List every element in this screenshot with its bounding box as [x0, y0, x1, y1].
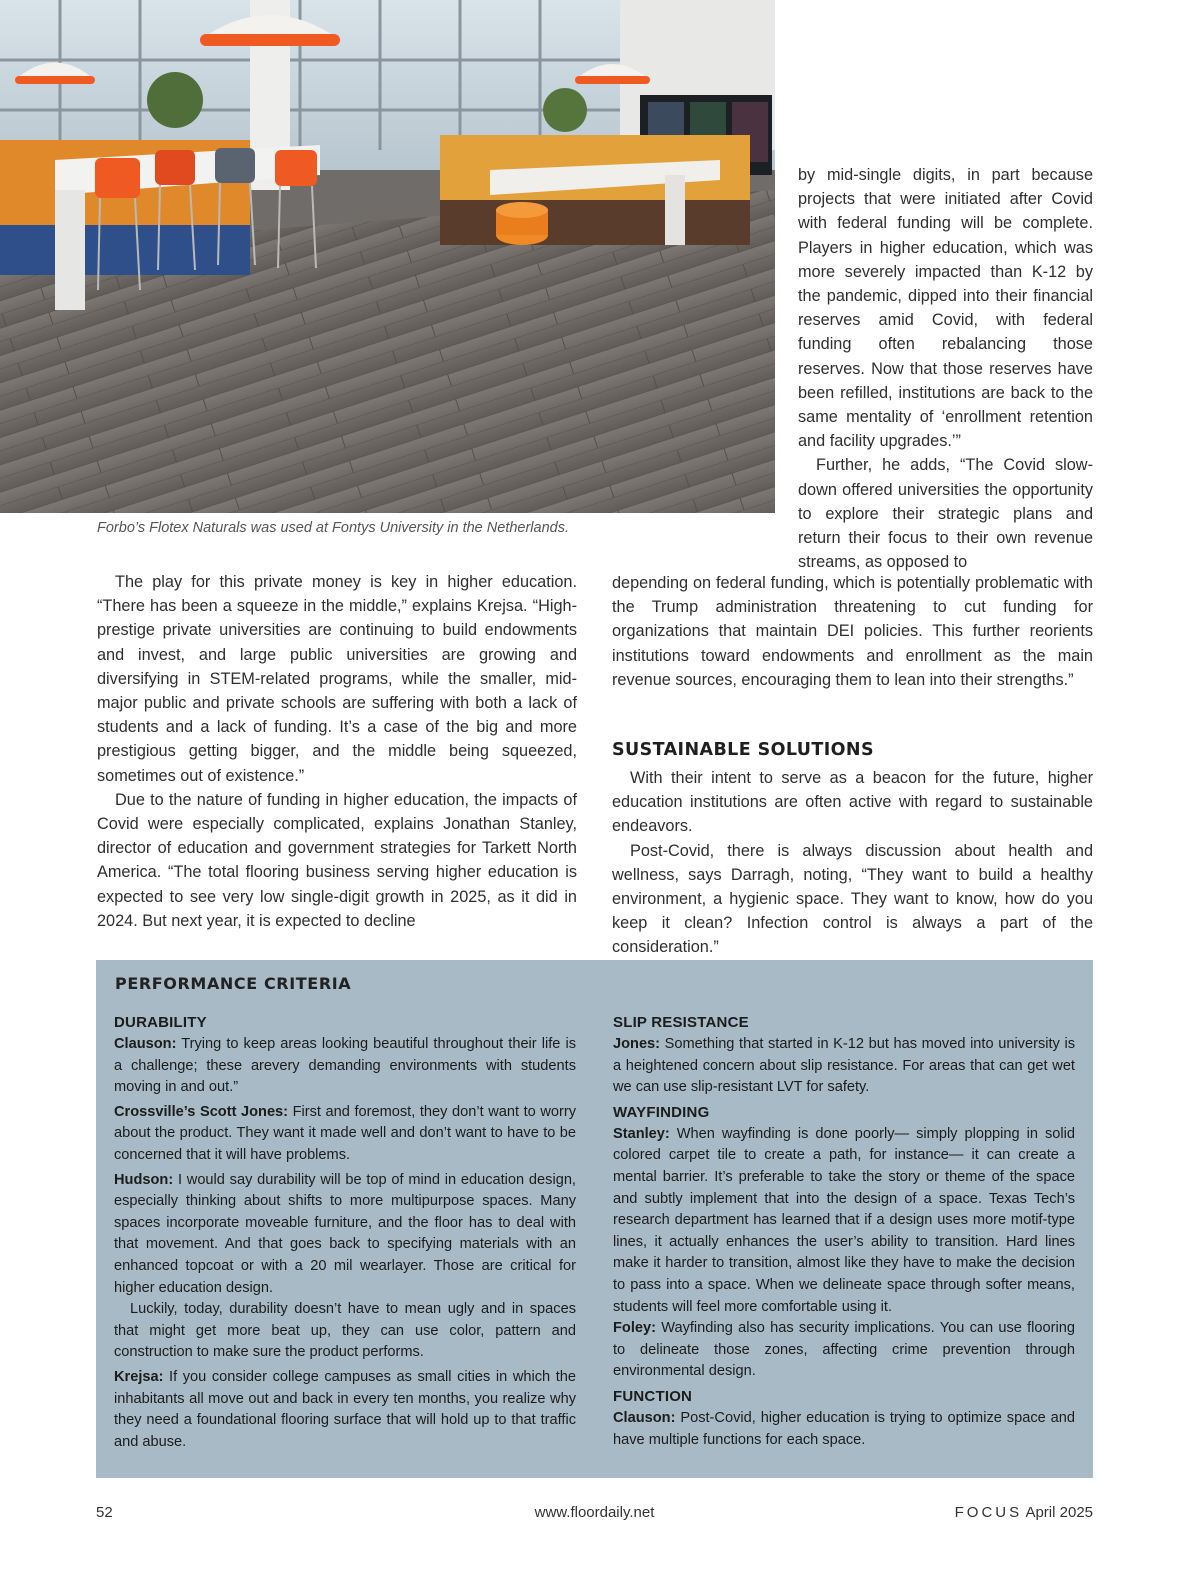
speaker: Foley:	[613, 1320, 656, 1337]
speaker: Krejsa:	[114, 1368, 164, 1385]
quote	[114, 1034, 576, 1099]
quote-text: Something that started in K-12 but has moved into university is a heightened concern about slip resistance. For areas that can get wet we can use slip-resistant LVT for safety.	[613, 1036, 1075, 1096]
page-number: 52	[96, 1504, 113, 1521]
speaker: Clauson:	[613, 1409, 676, 1426]
issue-date: April 2025	[1025, 1504, 1093, 1521]
sidebar-right-column	[613, 1012, 1075, 1454]
quote-text: Luckily, today, durability doesn’t have to mean ugly and in spaces that might get more beat up, they can use color, pattern and construction to make sure the product performs.	[114, 1301, 576, 1361]
photo-caption: Forbo’s Flotex Naturals was used at Fontys University in the Netherlands.	[97, 520, 569, 536]
paragraph: The play for this private money is key in higher education. “There has been a squeeze in the middle,” explains Krejsa. “High-prestige private universities are continuing to build endowments and invest, and large public universities are growing and diversifying in STEM-related programs, while the smaller, mid-major public and private schools are suffering with both a lack of students and a lack of funding. It’s a case of the big and more prestigious getting bigger, and the middle being squeezed, sometimes out of existence.”	[97, 573, 577, 785]
quote-text: When wayfinding is done poorly— simply plopping in solid colored carpet tile to create a path, for instance— it can create a mental barrier. It’s preferable to take the story or theme of the space and subtly implement that into the design of a space. Texas Tech’s research department has learned that if a design uses more motif-type lines, it actually enhances the user’s ability to transition. Hard lines make it harder to transition, almost like they have to make the decision to pass into a space. When we delineate space through softer means, students will feel more comfortable using it.	[613, 1125, 1075, 1315]
quote-continuation	[114, 1299, 576, 1364]
quote	[613, 1124, 1075, 1318]
sidebar-title: PERFORMANCE CRITERIA	[115, 974, 352, 993]
speaker: Jones:	[613, 1036, 661, 1052]
article-right-column-continuation	[612, 571, 1093, 692]
performance-criteria-sidebar	[96, 960, 1093, 1478]
durability-heading: DURABILITY	[114, 1014, 207, 1031]
website-link[interactable]: www.floordaily.net	[534, 1504, 655, 1521]
quote	[114, 1367, 576, 1453]
quote	[114, 1170, 576, 1300]
speaker: Stanley:	[613, 1125, 670, 1142]
paragraph: Further, he adds, “The Covid slow-down offered universities the opportunity to explore their strategic plans and return their focus to their own revenue streams, as opposed to	[798, 456, 1093, 572]
quote-text: Post-Covid, higher education is trying to optimize space and have multiple functions for each space.	[613, 1409, 1075, 1448]
quote-text: Wayfinding also has security implications. You can use flooring to delineate those zones, affecting crime prevention through environmental design.	[613, 1320, 1075, 1380]
article-left-column	[97, 570, 577, 933]
speaker: Clauson:	[114, 1036, 177, 1052]
quote	[613, 1318, 1075, 1383]
article-right-column-top	[798, 163, 1093, 574]
magazine-name: FOCUS	[954, 1504, 1023, 1521]
quote	[613, 1408, 1075, 1451]
section-heading: SUSTAINABLE SOLUTIONS	[612, 740, 874, 760]
quote-text: I would say durability will be top of mind in education design, especially thinking about shifts to more multipurpose spaces. Many spaces incorporate moveable furniture, and the floor has to deal with that movement. And that goes back to specifying materials with an enhanced topcoat or with a 20 mil wearlayer. Those are critical for higher education design.	[114, 1171, 576, 1296]
article-right-column-bottom	[612, 738, 1093, 960]
page-footer	[96, 1504, 1093, 1526]
quote-text: First and foremost, they don’t want to worry about the product. They want it made well and don’t want to have to be concerned that it will have problems.	[114, 1103, 576, 1163]
slip-resistance-heading: SLIP RESISTANCE	[613, 1014, 749, 1031]
quote	[114, 1102, 576, 1167]
quote	[613, 1034, 1075, 1099]
speaker: Crossville’s Scott Jones:	[114, 1103, 289, 1120]
function-heading: FUNCTION	[613, 1387, 693, 1405]
paragraph: Due to the nature of funding in higher education, the impacts of Covid were especially complicated, explains Jonathan Stanley, director of education and government strategies for Tarkett North America. “The total flooring business serving higher education is expected to see very low single-digit growth in 2025, as it did in 2024. But next year, it is expected to decline	[97, 790, 577, 930]
paragraph: depending on federal funding, which is potentially problematic with the Trump administration threatening to cut funding for organizations that maintain DEI policies. This further reorients institutions toward endowments and enrollment as the main revenue sources, encouraging them to lean into their strengths.”	[612, 574, 1093, 689]
paragraph: Post-Covid, there is always discussion about health and wellness, says Darragh, noting, “They want to build a healthy environment, a hygienic space. They want to know, how do you keep it clean? Infection control is always a part of the consideration.”	[612, 841, 1093, 957]
quote-text: Trying to keep areas looking beautiful throughout their life is a challenge; these arevery demanding environments with students moving in and out.”	[114, 1036, 576, 1096]
speaker: Hudson:	[114, 1171, 174, 1188]
quote-text: If you consider college campuses as small cities in which the inhabitants all move out and back in every ten months, you realize why they need a foundational flooring surface that will hold up to that traffic and abuse.	[114, 1368, 576, 1450]
wayfinding-heading: WAYFINDING	[613, 1103, 710, 1121]
lounge-illustration	[0, 0, 775, 513]
paragraph: by mid-single digits, in part because projects that were initiated after Covid with federal funding will be complete. Players in higher education, which was more severely impacted than K-12 by the pandemic, dipped into their financial reserves amid Covid, with federal funding often rebalancing those reserves. Now that those reserves have been refilled, institutions are back to the same mentality of ‘enrollment retention and facility upgrades.’”	[798, 166, 1093, 451]
issue-label	[955, 1504, 1093, 1521]
sidebar-left-column	[114, 1012, 576, 1456]
paragraph: With their intent to serve as a beacon for the future, higher education institutions are often active with regard to sustainable endeavors.	[612, 769, 1093, 836]
article-photo	[0, 0, 775, 513]
